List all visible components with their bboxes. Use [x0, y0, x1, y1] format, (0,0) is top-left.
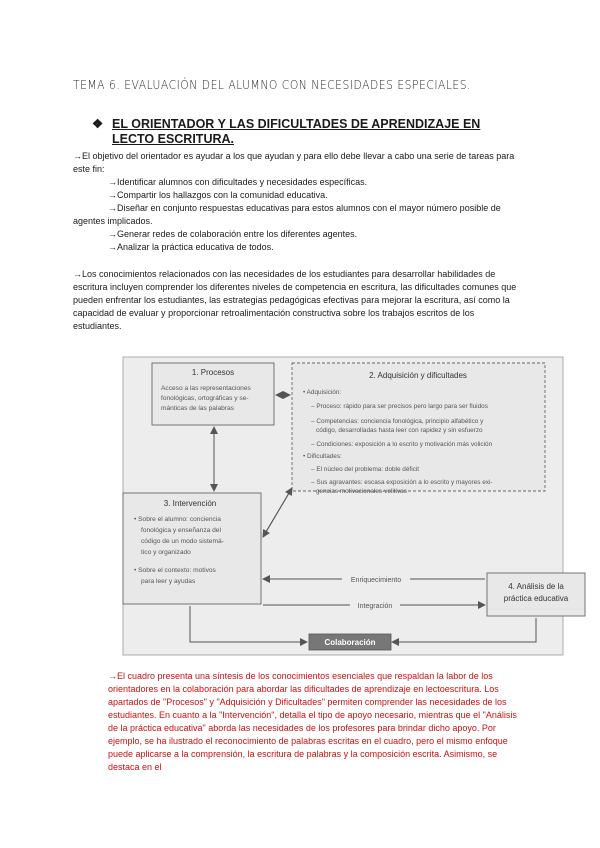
task-item: →Diseñar en conjunto respuestas educativas para estos alumnos con el mayor número posible de agentes implicados. — [73, 203, 501, 226]
svg-text:fonológica y enseñanza del: fonológica y enseñanza del — [141, 527, 221, 534]
box-adquisicion — [292, 363, 545, 495]
svg-text:– Condiciones: exposición a lo: – Condiciones: exposición a lo escrito y motivación más volición — [311, 441, 493, 448]
svg-text:– Proceso: rápido para ser pre: – Proceso: rápido para ser precisos pero largo para ser fluidos — [311, 403, 488, 410]
svg-text:Acceso a las representaciones: Acceso a las representaciones — [161, 385, 251, 392]
knowledge-paragraph: →Los conocimientos relacionados con las necesidades de los estudiantes para desarrollar habilidades de escritura incluyen comprender los diferentes niveles de competencia en escritura, las dificultades comunes que pueden enfrentar los estudiantes, las estrategias pedagógicas efectivas para mejorar la escritura, así como la capacidad de evaluar y proporcionar retroalimentación constructiva sobre los trabajos escritos de los estudiantes. — [73, 269, 517, 331]
svg-text:4. Análisis de la: 4. Análisis de la — [508, 582, 564, 591]
colaboracion-label — [309, 634, 391, 650]
svg-text:fonológicas, ortográficas y se: fonológicas, ortográficas y se- — [161, 395, 249, 402]
task-item: →Compartir los hallazgos con la comunidad educativa. — [108, 190, 328, 200]
summary-paragraph: →El cuadro presenta una síntesis de los conocimientos esenciales que respaldan la labor de los orientadores en la colaboración para abordar las dificultades de aprendizaje en lectoescritura. Los apartados de "Procesos" y "Adquisición y Dificultades" permiten comprender las necesidades de los estudiantes. En cuanto a la "Intervención", detalla el tipo de apoyo necesario, mientras que el "Análisis de la práctica educativa" aborda las necesidades de los profesores para brindar dicho apoyo. Por ejemplo, se ha ilustrado el reconocimiento de palabras escritas en el cuadro, pero el mismo enfoque puede aplicarse a la comprensión, la escritura de palabras y la composición escrita. Asimismo, se destaca en el — [108, 671, 517, 772]
svg-text:práctica educativa: práctica educativa — [503, 594, 569, 603]
svg-text:mánticas de las palabras: mánticas de las palabras — [161, 405, 234, 412]
svg-text:– Sus agravantes: escasa expos: – Sus agravantes: escasa exposición a lo escrito y mayores exi- — [311, 479, 493, 486]
box-intervencion — [123, 493, 261, 604]
section-heading-text: EL ORIENTADOR Y LAS DIFICULTADES DE APRENDIZAJE EN LECTO ESCRITURA. — [112, 117, 481, 146]
intro-paragraph: →El objetivo del orientador es ayudar a los que ayudan y para ello debe llevar a cabo una serie de tareas para este fin: — [73, 151, 515, 174]
svg-text:código de un modo sistemá-: código de un modo sistemá- — [141, 538, 224, 545]
diamond-bullet-icon: ❖ — [92, 117, 104, 131]
arrow-label-enriquecimiento: Enriquecimiento — [350, 577, 402, 584]
svg-text:• Adquisición:: • Adquisición: — [303, 389, 342, 396]
svg-text:para leer y ayudas: para leer y ayudas — [141, 578, 196, 585]
task-item: →Identificar alumnos con dificultades y necesidades específicas. — [108, 177, 368, 187]
svg-text:– El núcleo del problema: dobl: – El núcleo del problema: doble déficit — [311, 466, 419, 473]
page-title: TEMA 6. EVALUACIÓN DEL ALUMNO CON NECESIDADES ESPECIALES. — [73, 77, 471, 92]
svg-text:• Sobre el contexto: motivos: • Sobre el contexto: motivos — [134, 567, 216, 574]
svg-text:código, desarrolladas hasta le: código, desarrolladas hasta leer con rapidez y sin esfuerzo — [316, 427, 483, 434]
box-procesos-title: 1. Procesos — [191, 368, 235, 377]
svg-text:– Competencias: conciencia fon: – Competencias: conciencia fonológica, principio alfabético y — [311, 418, 484, 425]
box-analisis — [487, 573, 585, 616]
svg-text:gencias motivacionales-volitiv: gencias motivacionales-volitivas — [316, 488, 407, 495]
task-item: →Generar redes de colaboración entre los diferentes agentes. — [108, 229, 358, 239]
box-intervencion-title: 3. Intervención — [163, 499, 217, 508]
svg-text:• Dificultades:: • Dificultades: — [303, 453, 342, 460]
task-item: →Analizar la práctica educativa de todos. — [108, 242, 274, 252]
box-adquisicion-title: 2. Adquisición y dificultades — [369, 371, 467, 380]
box-procesos — [152, 363, 274, 425]
svg-text:tico y organizado: tico y organizado — [141, 549, 191, 556]
svg-text:Colaboración: Colaboración — [324, 638, 376, 647]
arrow-label-integracion: Integración — [357, 603, 393, 610]
svg-text:• Sobre el alumno: conciencia: • Sobre el alumno: conciencia — [134, 516, 221, 523]
